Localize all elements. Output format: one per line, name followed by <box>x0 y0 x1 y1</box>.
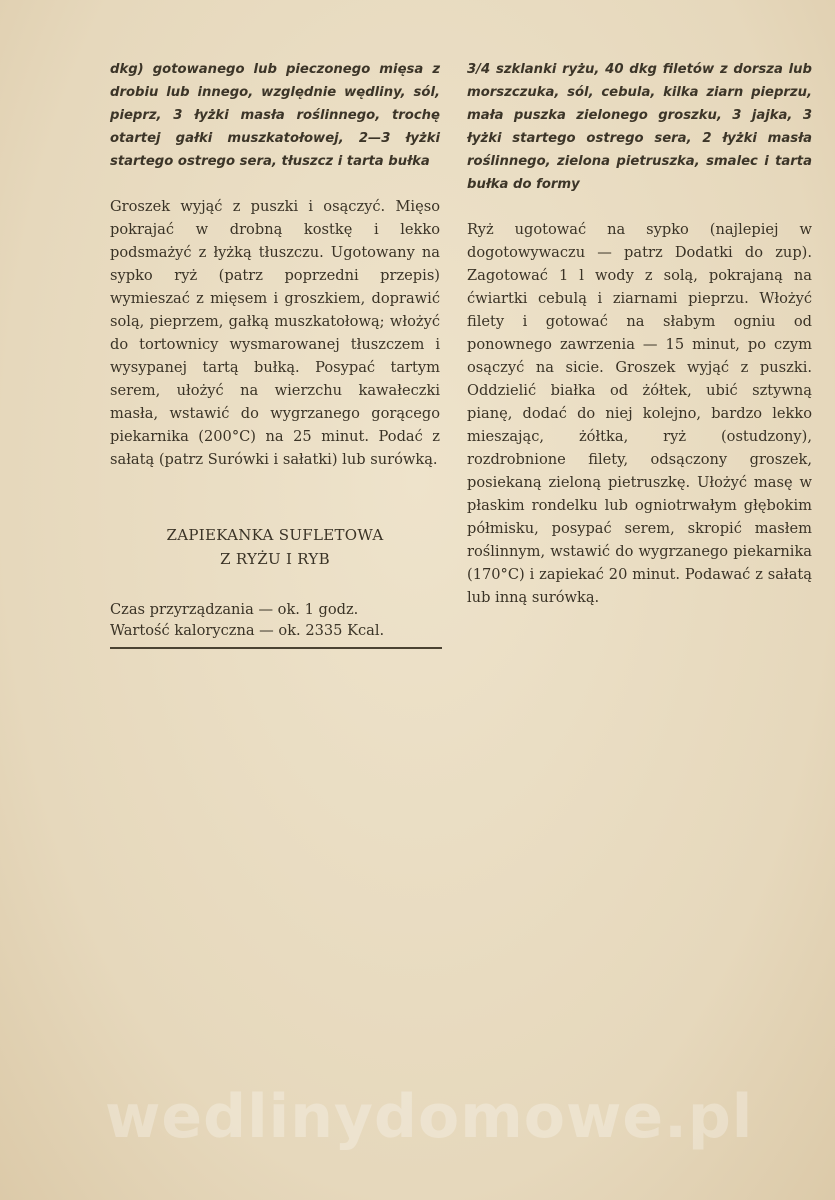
ingredients-list-right: 3/4 szklanki ryżu, 40 dkg filetów z dorsza lub morszczuka, sól, cebula, kilka ziarn pieprzu, mała puszka zielonego groszku, 3 jajka, 3 łyżki startego ostrego sera, 2 łyżki masła roślinnego, zielona pietruszka, smalec i tarta bułka do formy <box>467 62 812 192</box>
recipe-meta <box>110 599 440 641</box>
method-text-right: Ryż ugotować na sypko (najlepiej w dogotowywaczu — patrz Dodatki do zup). Zagotować 1 l wody z solą, pokrajaną na ćwiartki cebulą i ziarnami pieprzu. Włożyć filety i gotować na słabym ogniu od ponownego zawrzenia — 15 minut, po czym osączyć na sicie. Groszek wyjąć z puszki. Oddzielić białka od żółtek, ubić sztywną pianę, dodać do niej kolejno, bardzo lekko mieszając, żółtka, ryż (ostudzony), rozdrobnione filety, odsączony groszek, posiekaną zieloną pietruszkę. Ułożyć masę w płaskim rondelku lub ogniotrwałym głębokim półmisku, posypać serem, skropić masłem roślinnym, wstawić do wygrzanego piekarnika (170°C) i zapiekać 20 minut. Podawać z sałatą lub inną surówką. <box>467 221 812 606</box>
calories: Wartość kaloryczna — ok. 2335 Kcal. <box>110 622 385 639</box>
left-column <box>110 58 440 649</box>
prep-time: Czas przyrządzania — ok. 1 godz. <box>110 601 359 618</box>
recipe-title-line-2: Z RYŻU I RYB <box>220 550 330 568</box>
method-text-left: Groszek wyjąć z puszki i osączyć. Mięso pokrajać w drobną kostkę i lekko podsmażyć z łyżką tłuszczu. Ugotowany na sypko ryż (patrz poprzedni przepis) wymieszać z mięsem i groszkiem, doprawić solą, pieprzem, gałką muszkatołową; włożyć do tortownicy wysmarowanej tłuszczem i wysypanej tartą bułką. Posypać tartym serem, ułożyć na wierzchu kawałeczki masła, wstawić do wygrzanego gorącego piekarnika (200°C) na 25 minut. Podać z sałatą (patrz Surówki i sałatki) lub surówką. <box>110 198 440 468</box>
ingredients-list-left: dkg) gotowanego lub pieczonego mięsa z drobiu lub innego, względnie wędliny, sól, pieprz, 3 łyżki masła roślinnego, trochę otartej gałki muszkatołowej, 2—3 łyżki startego ostrego sera, tłuszcz i tarta bułka <box>110 62 440 169</box>
recipe-title <box>110 523 440 571</box>
recipe-title-line-1: ZAPIEKANKA SUFLETOWA <box>166 526 384 544</box>
watermark: wedlinydomowe.pl <box>105 1082 754 1152</box>
divider <box>110 647 442 649</box>
right-column <box>467 58 812 609</box>
